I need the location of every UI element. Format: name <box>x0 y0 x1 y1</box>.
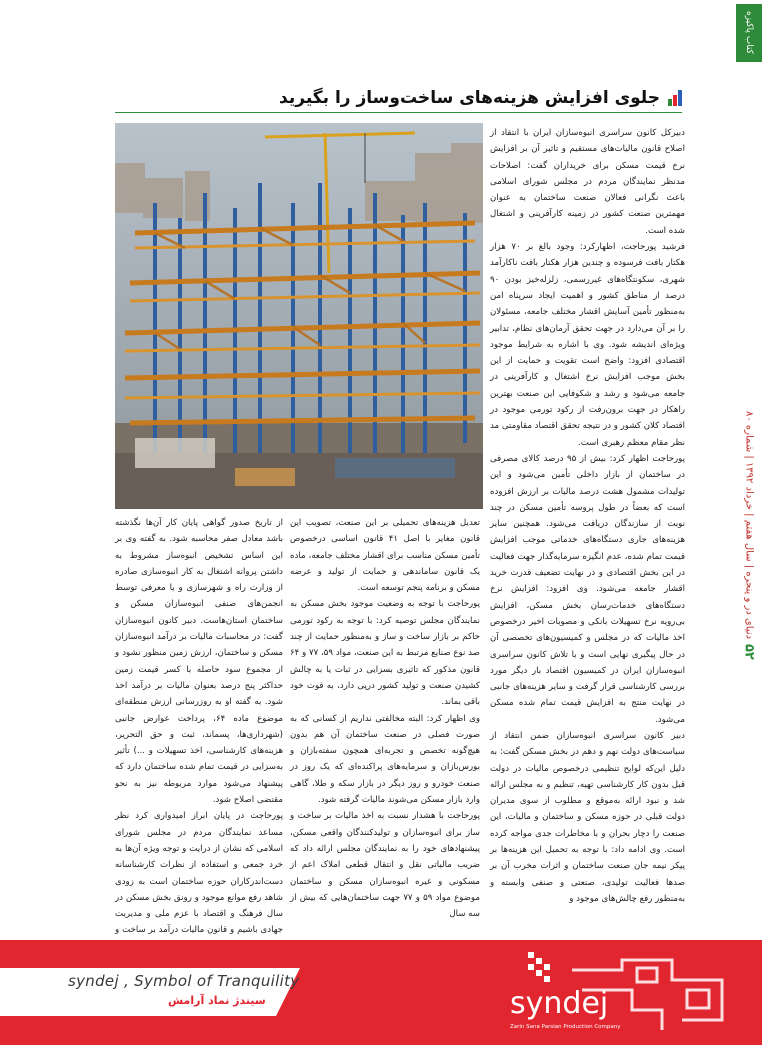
page-number: ۵۲ <box>741 644 757 660</box>
paragraph: دبیر کانون سراسری انبوه‌سازان ضمن انتقاد از سیاست‌های دولت نهم و دهم در بخش مسکن گفت: به دلیل این‌که لوایح تنظیمی درخصوص مالیات در دولت قبل بدون کار کارشناسی تهیه، تنظیم و به مجلس ارائه شد و نبود ارائه به‌موقع و مطلوب از سوی مدیران دولت قبلی در حوزه مسکن و ساختمان و مالیات، این صنعت را دچار بحران و با مخاطرات جدی مواجه کرده است. وی ادامه داد: با توجه به تحمیل این هزینه‌ها بر پیکر نیمه جان صنعت ساختمان و اثرات مخرب آن بر صدها فعالیت تولیدی، صنعتی و صنفی وابسته و به‌منظور رفع چالش‌های موجود و <box>490 730 685 904</box>
section-tab: کتاب پاکیزه <box>736 4 762 62</box>
brand-tagline: Zarin Sana Parsian Production Company <box>510 1024 621 1030</box>
window-profile-graphic <box>562 950 742 1040</box>
headline-text: جلوی افزایش هزینه‌های ساخت‌وساز را بگیرید <box>279 88 660 108</box>
paragraph: پورحاجت با توجه به وضعیت موجود بخش مسکن به نمایندگان مجلس توصیه کرد: با توجه به رکود تورمی حاکم بر بازار ساخت و ساز و به‌منظور حمایت از چند صد نوع صنایع مرتبط به این صنعت، مواد ۵۹، ۷۷ و ۶۴ قانون مذکور که تاثیری بسزایی در ثبات یا به چالش کشیدن صنعت و تولید کشور درپی دارد، به قوت خود باقی بماند. <box>290 599 480 708</box>
slogan-persian: سیندژ نماد آرامش <box>168 994 266 1007</box>
text-column-right <box>490 125 685 925</box>
paragraph: از تاریخ صدور گواهی پایان کار آن‌ها نگذشته باشد معادل صفر محاسبه شود. به گفته وی بر این اساس تشخیص انبوه‌ساز مشروط به داشتن پروانه اشتغال به کار انبوه‌سازی صادره از وزارت راه و شهرسازی و یا معرفی توسط انجمن‌های صنفی انبوه‌سازان مسکن و ساختمان استان‌هاست. دبیر کانون انبوه‌سازان گفت: در محاسبات مالیات بر درآمد انبوه‌سازان مسکن و ساختمان، ارزش زمین منظور نشود و از مجموع سود حاصله با کسر قیمت زمین حداکثر پنج درصد بعنوان مالیات بر درآمد اخذ شود. به گفته او به روزرسانی ارزش منطقه‌ای موضوع ماده ۶۴، پرداخت عوارض جانبی (شهرداری‌ها، پسماند، ثبت و حق التحریر، هزینه‌های کارشناسی، اخذ تسهیلات و ...) تأثیر به‌سزایی در قیمت تمام شده ساختمان دارد که پیشنهاد می‌شود موارد مربوطه نیز به نحو مقتضی اصلاح شود. <box>115 518 283 806</box>
steel-frame-illustration <box>115 123 483 509</box>
paragraph: پورحاجت در پایان ابراز امیدواری کرد نظر مساعد نمایندگان مردم در مجلس شورای اسلامی که نشان از درایت و توجه ویژه آن‌ها به خرد جمعی و استفاده از نظرات کارشناسانه دست‌اندرکاران حوزه ساختمان است به زودی شاهد رفع موانع موجود و رونق بخش مسکن در سال فرهنگ و اقتصاد با عزم ملی و مدیریت جهادی باشیم و قانون مالیات درآمد بر ساخت و <box>115 811 283 936</box>
bar-chart-icon <box>666 90 682 106</box>
paragraph: پورحاجت اظهار کرد: بیش از ۹۵ درصد کالای مصرفی در ساختمان از بازار داخلی تأمین می‌شود و این تولیدات مشمول هشت درصد مالیات بر ارزش افزوده است که بعضاً در طول پروسه تأمین مسکن در چند نوبت از سازندگان دریافت می‌شود. همچنین سایر هزینه‌های جاری دستگاه‌های خدماتی موجب افزایش قیمت تمام شده، عدم انگیزه سرمایه‌گذار جهت فعالیت در این بخش اقتصادی و در نهایت تضعیف قدرت خرید اقشار جامعه می‌شود. وی افزود: افزایش نرخ دستگاه‌های خدمات‌رسان بخش مسکن، افزایش بی‌رویه نرخ تسهیلات بانکی و مصوبات اخیر درخصوص اخذ مالیات که در مجلس و کمیسیون‌های تخصصی آن در حال پیگیری نهایی است و با تلاش کانون سراسری انبوه‌سازان ایران در کمیسیون اقتصاد بار دیگر مورد بررسی کارشناسی قرار گرفت و سایر هزینه‌های جانبی در نهایت منتج به افزایش قیمت تمام شده مسکن می‌شود. <box>490 453 685 725</box>
paragraph: پورحاجت با هشدار نسبت به اخذ مالیات بر ساخت و ساز برای انبوه‌سازان و تولیدکنندگان واقعی مسکن، پیشنهادهای خود را به نمایندگان مجلس ارائه داد که ضریب مالیاتی نقل و انتقال قطعی املاک اعم از مسکونی و غیره انبوه‌سازان مسکن و ساختمان موضوع مواد ۵۹ و ۷۷ جهت ساختمان‌هایی که بیش از سه سال <box>290 811 480 920</box>
issue-info: دنیای در و پنجره | سال هفتم | خرداد ۱۳۹۲ | شماره ۸۰ <box>743 410 755 640</box>
text-column-left <box>115 515 283 936</box>
syndej-logo-icon <box>524 950 558 984</box>
headline-rule <box>115 112 682 113</box>
brand-name: syndej <box>510 986 609 1021</box>
advertisement-footer <box>0 940 762 1045</box>
construction-photo <box>115 123 483 509</box>
paragraph: فرشید پورحاجت، اظهارکرد: وجود بالغ بر ۷۰ هزار هکتار بافت فرسوده و چندین هزار هکتار بافت ناکارآمد شهری، سکونتگاه‌های غیررسمی، زلزله‌خیز بودن ۹۰ درصد از مناطق کشور و اهمیت ایجاد سرپناه امن به‌منظور تأمین آسایش اقشار مختلف جامعه، مسئولان را بر آن می‌دارد در جهت تحقق آرمان‌های نظام، تدابیر ویژه‌ای اندیشه شود. وی با اشاره به شرایط موجود اقتصادی افزود: واضح است تقویت و حمایت از این بخش موجب افزایش نرخ اشتغال و کارآفرینی در جامعه می‌شود و رشد و شکوفایی این صنعت بهترین راهکار در جهت برون‌رفت از رکود تورمی موجود در اقتصاد کلان کشور و در نتیجه تحقق اقتصاد مقاومتی مد نظر مقام معظم رهبری است. <box>490 242 686 448</box>
paragraph: دبیرکل کانون سراسری انبوه‌سازان ایران با انتقاد از اصلاح قانون مالیات‌های مستقیم و تاثیر آن بر افزایش نرخ قیمت مسکن برای خریداران گفت: اصلاحات مدنظر نمایندگان مردم در مجلس شورای اسلامی باعث نگرانی فعالان صنعت ساختمان به عنوان مهمترین صنعت کشور در زمینه کارآفرینی و اشتغال شده است. <box>490 128 685 236</box>
text-column-middle <box>290 515 480 925</box>
article-headline <box>279 86 682 110</box>
paragraph: تعدیل هزینه‌های تحمیلی بر این صنعت، تصویب این قانون مغایر با اصل ۴۱ قانون اساسی درخصوص تأمین مسکن مناسب برای اقشار مختلف جامعه، ماده یک قانون ساماندهی و حمایت از تولید و عرضه مسکن و برنامه پنجم توسعه است. <box>290 518 480 594</box>
slogan-english: syndej , Symbol of Tranquility <box>68 972 300 990</box>
paragraph: وی اظهار کرد: البته مخالفتی نداریم از کسانی که به صورت فصلی در صنعت ساختمان آن هم بدون هیچ‌گونه تخصص و تجربه‌ای همچون سفته‌بازان و بورس‌بازان و سرمایه‌های پراکنده‌ای که یک روز در صنعت خودرو و روز دیگر در بازار سکه و طلا، گاهی وارد بازار مسکن می‌شوند مالیات گرفته شود. <box>290 713 480 806</box>
